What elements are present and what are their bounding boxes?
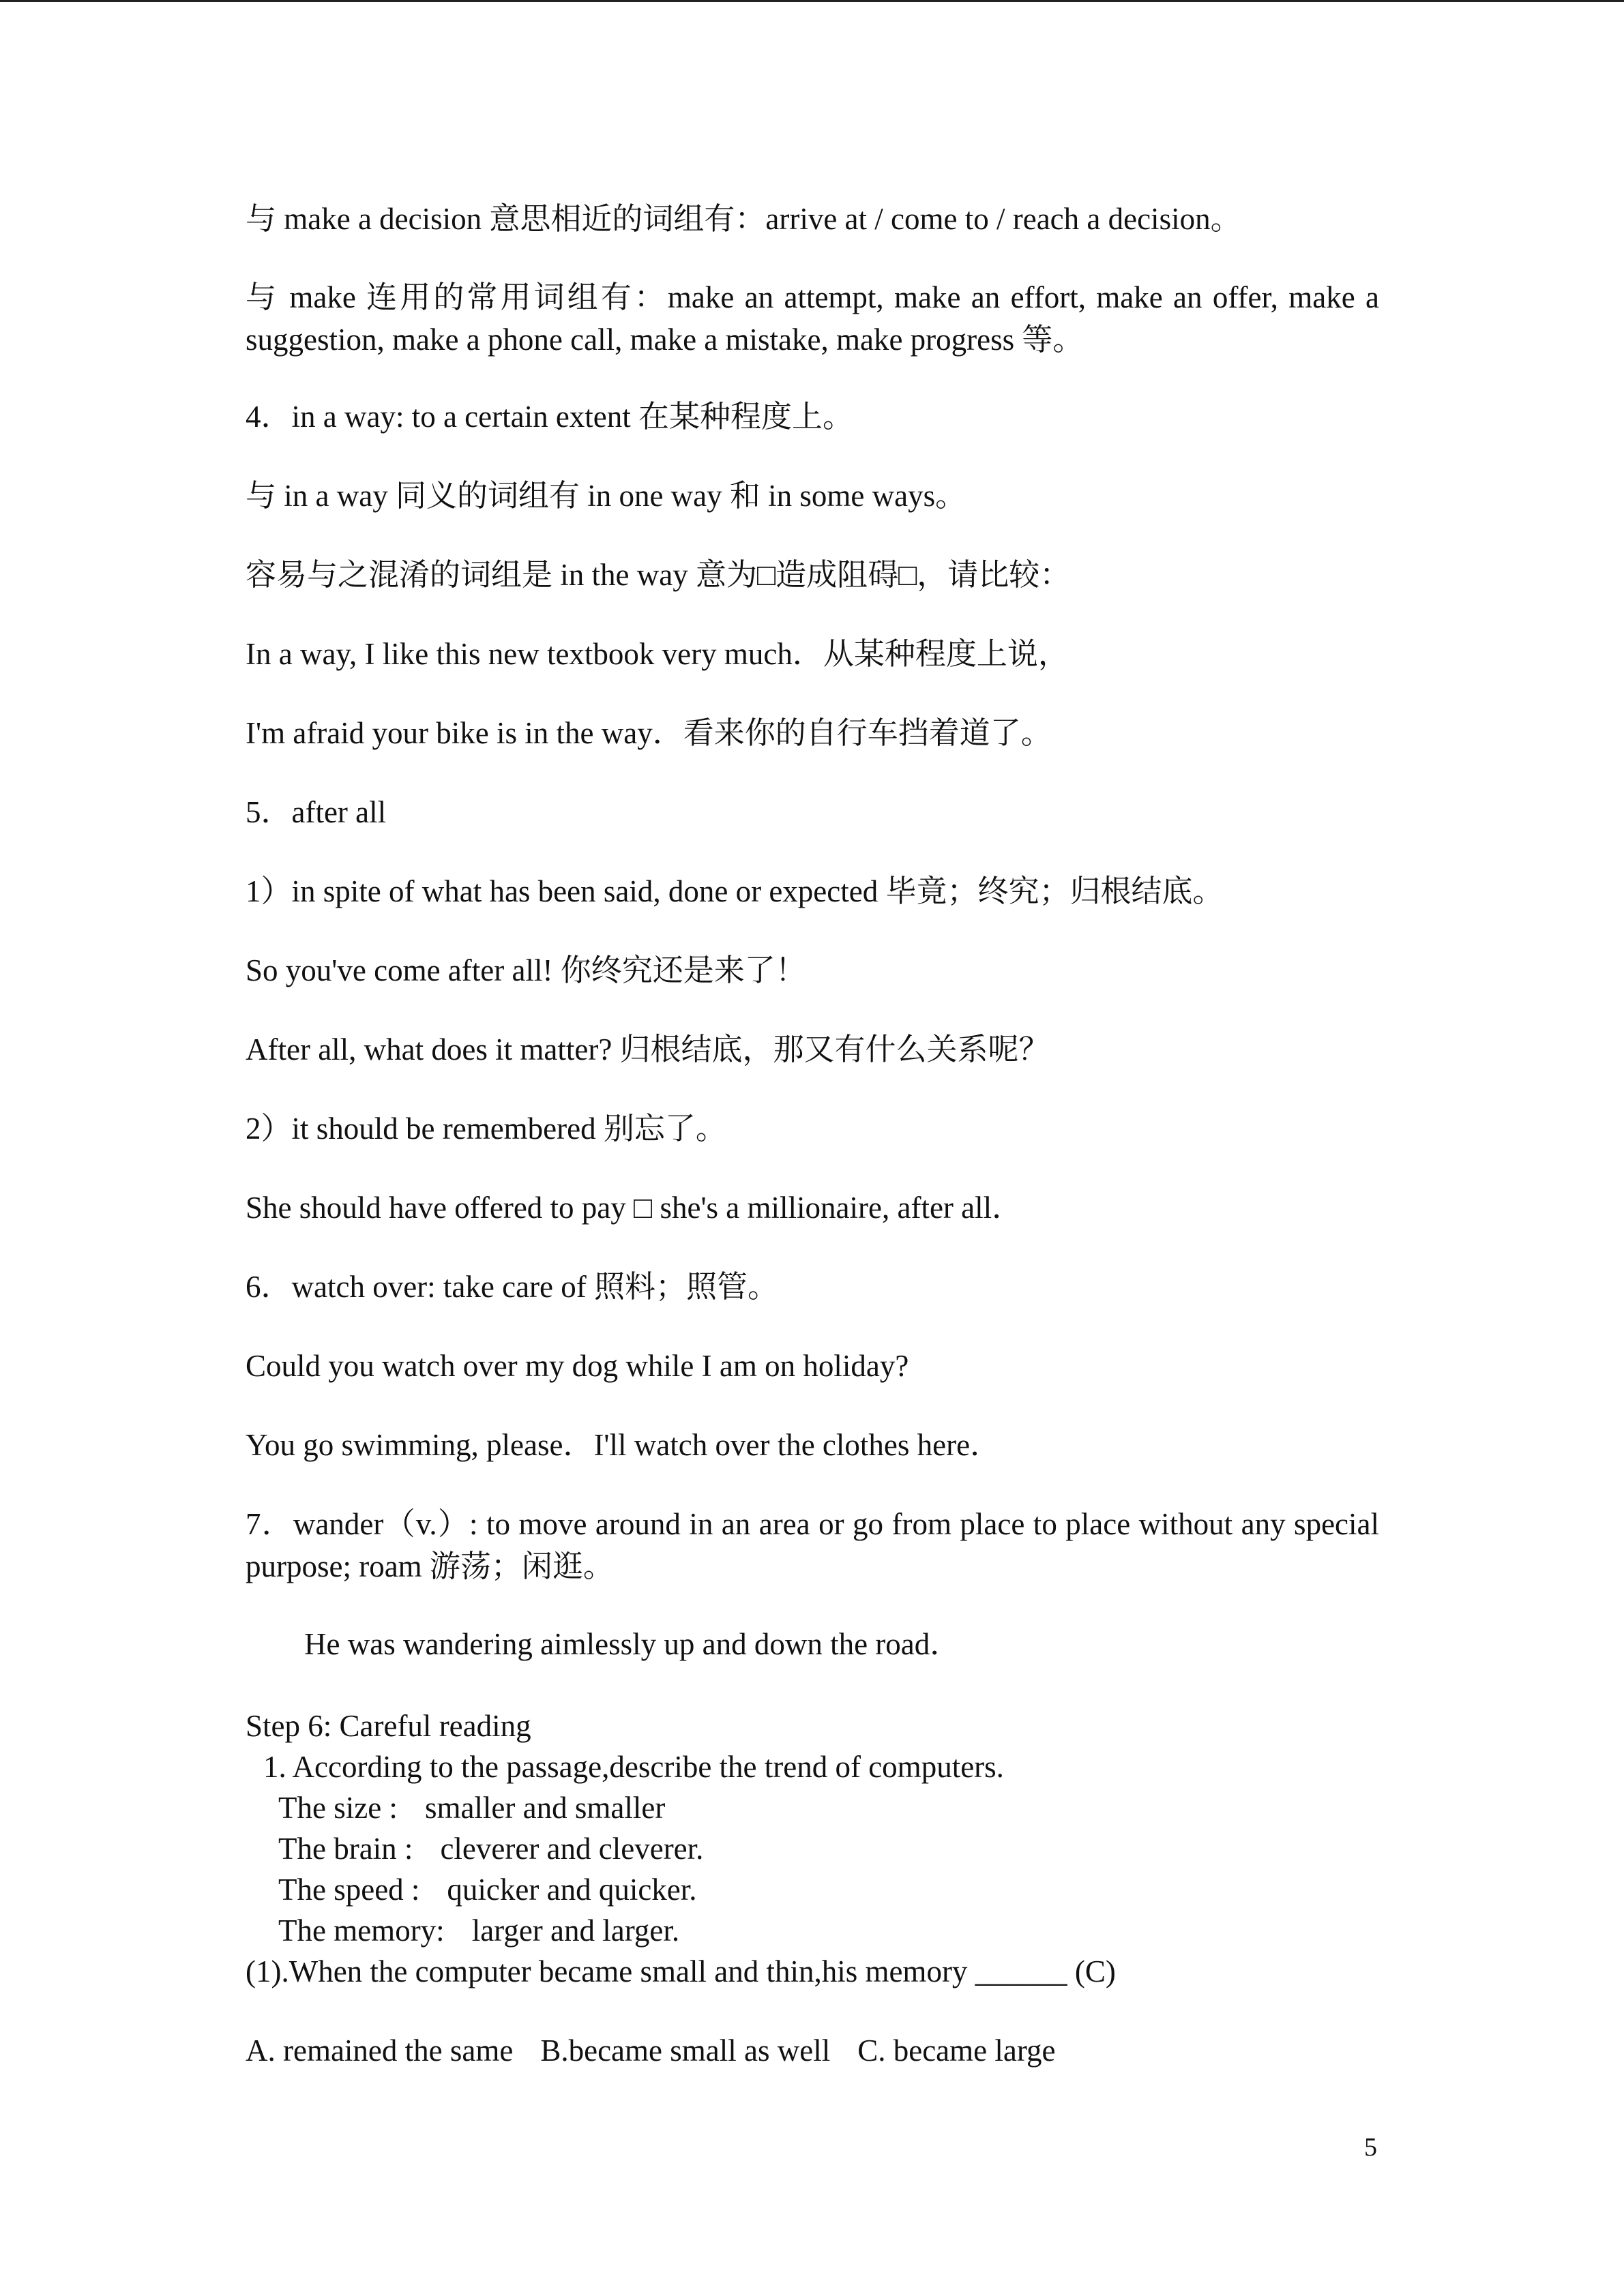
trend-row-size	[246, 1787, 1412, 1829]
example-after-all-2: After all, what does it matter? 归根结底，那又有什么关系呢？	[246, 1032, 1050, 1067]
top-border	[0, 0, 1624, 2]
page-number: 5	[1364, 2133, 1377, 2162]
paragraph-make-decision-synonyms: 与 make a decision 意思相近的词组有：arrive at / come to / reach a decision。	[246, 202, 1241, 236]
example-wander: He was wandering aimlessly up and down the road．	[304, 1627, 961, 1661]
item-5-heading: 5．after all	[246, 795, 387, 829]
mcq-options	[246, 2029, 1379, 2072]
step6-heading: Step 6: Careful reading	[246, 1709, 531, 1743]
option-b: B.became small as well	[540, 2033, 831, 2068]
example-in-a-way: In a way, I like this new textbook very much．从某种程度上说，	[246, 637, 1069, 671]
mcq-question: (1).When the computer became small and thin,his memory ______ (C)	[246, 1954, 1116, 1988]
paragraph-in-a-way-synonyms: 与 in a way 同义的词组有 in one way 和 in some ways。	[246, 479, 966, 513]
trend-label: The brain :	[278, 1832, 413, 1866]
trend-label: The memory:	[278, 1913, 445, 1948]
paragraph-make-collocations: 与 make 连用的常用词组有：make an attempt, make an effort, make an offer, make a suggestion, make a phone call, make a mistake, make progress 等。	[246, 280, 1379, 357]
example-after-all-1: So you've come after all! 你终究还是来了！	[246, 953, 806, 987]
trend-value: quicker and quicker.	[447, 1873, 697, 1907]
example-watch-over-1: Could you watch over my dog while I am on holiday?	[246, 1349, 909, 1383]
item-4-heading: 4．in a way: to a certain extent 在某种程度上。	[246, 400, 854, 434]
example-in-the-way: I'm afraid your bike is in the way．看来你的自行车挡着道了。	[246, 716, 1052, 750]
trend-value: larger and larger.	[471, 1913, 680, 1948]
item-7-wander-definition: 7．wander（v.）: to move around in an area or go from place to place without any special purpose; roam 游荡；闲逛。	[246, 1507, 1379, 1583]
option-c: C. became large	[857, 2033, 1056, 2068]
trend-row-brain	[246, 1828, 1412, 1870]
trend-value: smaller and smaller	[424, 1791, 666, 1825]
trend-label: The speed :	[278, 1873, 420, 1907]
example-after-all-3: She should have offered to pay □ she's a millionaire, after all．	[246, 1191, 1023, 1225]
trend-row-memory	[246, 1909, 1412, 1952]
example-watch-over-2: You go swimming, please．I'll watch over the clothes here．	[246, 1428, 1001, 1462]
step6-question: 1. According to the passage,describe the trend of computers.	[263, 1750, 1004, 1784]
item-6-heading: 6．watch over: take care of 照料；照管。	[246, 1270, 778, 1304]
trend-label: The size :	[278, 1791, 398, 1825]
after-all-sense-1: 1）in spite of what has been said, done or expected 毕竟；终究；归根结底。	[246, 874, 1224, 908]
trend-row-speed	[246, 1868, 1412, 1911]
trend-value: cleverer and cleverer.	[440, 1832, 704, 1866]
option-a: A. remained the same	[246, 2033, 514, 2068]
after-all-sense-2: 2）it should be remembered 别忘了。	[246, 1112, 726, 1146]
paragraph-in-the-way-contrast: 容易与之混淆的词组是 in the way 意为□造成阻碍□，请比较：	[246, 558, 1071, 592]
